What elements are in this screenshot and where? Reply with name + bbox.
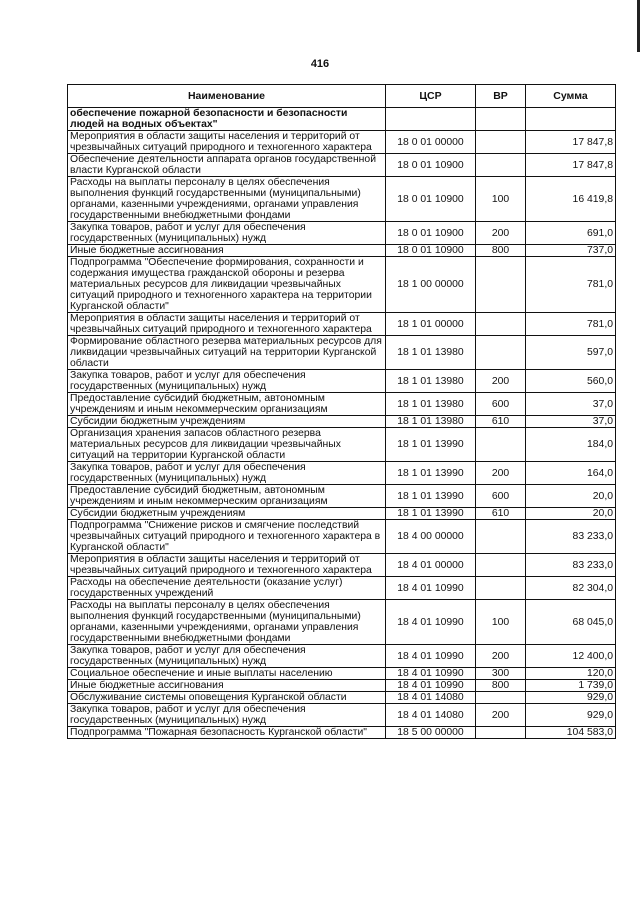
row-name: Закупка товаров, работ и услуг для обеспечения государственных (муниципальных) нужд	[68, 462, 386, 485]
row-name: Обеспечение деятельности аппарата органов государственной власти Курганской области	[68, 154, 386, 177]
table-row	[68, 313, 616, 336]
row-csr: 18 1 01 13980	[386, 336, 476, 370]
row-name: Иные бюджетные ассигнования	[68, 245, 386, 257]
row-vr	[476, 428, 526, 462]
row-sum: 37,0	[526, 393, 616, 416]
row-sum: 82 304,0	[526, 577, 616, 600]
row-csr: 18 0 01 10900	[386, 245, 476, 257]
row-csr: 18 1 01 13990	[386, 508, 476, 520]
row-sum: 104 583,0	[526, 727, 616, 739]
row-name: Иные бюджетные ассигнования	[68, 680, 386, 692]
row-name: Закупка товаров, работ и услуг для обеспечения государственных (муниципальных) нужд	[68, 370, 386, 393]
row-sum: 83 233,0	[526, 520, 616, 554]
row-csr: 18 1 01 13990	[386, 485, 476, 508]
row-csr: 18 1 00 00000	[386, 257, 476, 313]
row-sum: 83 233,0	[526, 554, 616, 577]
row-csr: 18 4 01 14080	[386, 704, 476, 727]
row-name: Подпрограмма "Обеспечение формирования, сохранности и содержания имущества гражданской обороны и резерва материальных ресурсов для ликвидации чрезвычайных ситуаций природного и техногенного характера на территории Курганской области"	[68, 257, 386, 313]
row-csr: 18 0 01 10900	[386, 177, 476, 222]
table-row	[68, 727, 616, 739]
row-vr: 100	[476, 177, 526, 222]
row-csr: 18 4 01 10990	[386, 668, 476, 680]
row-sum: 17 847,8	[526, 154, 616, 177]
row-csr	[386, 108, 476, 131]
row-name: Обслуживание системы оповещения Курганской области	[68, 692, 386, 704]
row-csr: 18 1 01 13980	[386, 416, 476, 428]
table-row	[68, 177, 616, 222]
table-row	[68, 154, 616, 177]
row-csr: 18 5 00 00000	[386, 727, 476, 739]
row-name: Расходы на обеспечение деятельности (оказание услуг) государственных учреждений	[68, 577, 386, 600]
header-name: Наименование	[68, 85, 386, 108]
row-csr: 18 1 01 00000	[386, 313, 476, 336]
row-name: Мероприятия в области защиты населения и территорий от чрезвычайных ситуаций природного и техногенного характера	[68, 554, 386, 577]
header-sum: Сумма	[526, 85, 616, 108]
row-sum: 120,0	[526, 668, 616, 680]
row-vr	[476, 336, 526, 370]
table-row	[68, 508, 616, 520]
table-row	[68, 485, 616, 508]
row-sum: 929,0	[526, 692, 616, 704]
table-row	[68, 462, 616, 485]
table-row	[68, 554, 616, 577]
row-name: Подпрограмма "Снижение рисков и смягчение последствий чрезвычайных ситуаций природного и техногенного характера в Курганской области"	[68, 520, 386, 554]
row-vr	[476, 727, 526, 739]
row-vr	[476, 313, 526, 336]
row-csr: 18 4 01 10990	[386, 577, 476, 600]
row-vr: 200	[476, 704, 526, 727]
row-sum: 37,0	[526, 416, 616, 428]
row-name: Расходы на выплаты персоналу в целях обеспечения выполнения функций государственными (муниципальными) органами, казенными учреждениями, органами управления государственными внебюджетными фондами	[68, 177, 386, 222]
row-name: Субсидии бюджетным учреждениям	[68, 416, 386, 428]
table-row	[68, 336, 616, 370]
row-sum: 164,0	[526, 462, 616, 485]
row-vr	[476, 257, 526, 313]
row-name: Мероприятия в области защиты населения и территорий от чрезвычайных ситуаций природного и техногенного характера	[68, 313, 386, 336]
row-sum: 737,0	[526, 245, 616, 257]
row-name: Расходы на выплаты персоналу в целях обеспечения выполнения функций государственными (муниципальными) органами, казенными учреждениями, органами управления государственными внебюджетными фондами	[68, 600, 386, 645]
row-csr: 18 0 01 00000	[386, 131, 476, 154]
row-sum	[526, 108, 616, 131]
row-vr: 200	[476, 645, 526, 668]
row-name: Закупка товаров, работ и услуг для обеспечения государственных (муниципальных) нужд	[68, 645, 386, 668]
page-number: 416	[310, 58, 330, 70]
row-sum: 781,0	[526, 257, 616, 313]
table-row	[68, 680, 616, 692]
row-sum: 12 400,0	[526, 645, 616, 668]
row-vr	[476, 108, 526, 131]
row-sum: 691,0	[526, 222, 616, 245]
row-name: Закупка товаров, работ и услуг для обеспечения государственных (муниципальных) нужд	[68, 222, 386, 245]
row-vr	[476, 577, 526, 600]
table-row	[68, 416, 616, 428]
row-name: Субсидии бюджетным учреждениям	[68, 508, 386, 520]
row-vr: 800	[476, 245, 526, 257]
row-sum: 184,0	[526, 428, 616, 462]
row-csr: 18 4 01 10990	[386, 600, 476, 645]
row-vr: 610	[476, 416, 526, 428]
row-vr	[476, 520, 526, 554]
table-row	[68, 257, 616, 313]
row-vr	[476, 554, 526, 577]
table-row	[68, 370, 616, 393]
row-sum: 929,0	[526, 704, 616, 727]
row-vr: 100	[476, 600, 526, 645]
row-vr: 800	[476, 680, 526, 692]
table-row	[68, 245, 616, 257]
row-vr	[476, 154, 526, 177]
row-name: Социальное обеспечение и иные выплаты населению	[68, 668, 386, 680]
row-sum: 781,0	[526, 313, 616, 336]
row-vr: 610	[476, 508, 526, 520]
row-name: Предоставление субсидий бюджетным, автономным учреждениям и иным некоммерческим организациям	[68, 393, 386, 416]
row-vr: 600	[476, 393, 526, 416]
table-row	[68, 692, 616, 704]
row-sum: 597,0	[526, 336, 616, 370]
table-header-row	[68, 85, 616, 108]
row-sum: 17 847,8	[526, 131, 616, 154]
row-csr: 18 0 01 10900	[386, 154, 476, 177]
row-name: Закупка товаров, работ и услуг для обеспечения государственных (муниципальных) нужд	[68, 704, 386, 727]
row-vr: 300	[476, 668, 526, 680]
row-csr: 18 1 01 13990	[386, 462, 476, 485]
row-vr	[476, 692, 526, 704]
row-sum: 20,0	[526, 508, 616, 520]
row-sum: 20,0	[526, 485, 616, 508]
table-row	[68, 600, 616, 645]
table-row	[68, 577, 616, 600]
row-vr: 600	[476, 485, 526, 508]
table-row	[68, 393, 616, 416]
header-vr: ВР	[476, 85, 526, 108]
table-row	[68, 222, 616, 245]
row-name: обеспечение пожарной безопасности и безопасности людей на водных объектах"	[68, 108, 386, 131]
header-csr: ЦСР	[386, 85, 476, 108]
row-csr: 18 0 01 10900	[386, 222, 476, 245]
row-sum: 560,0	[526, 370, 616, 393]
row-name: Организация хранения запасов областного резерва материальных ресурсов для ликвидации чрезвычайных ситуаций на территории Курганской области	[68, 428, 386, 462]
row-csr: 18 4 01 14080	[386, 692, 476, 704]
row-name: Предоставление субсидий бюджетным, автономным учреждениям и иным некоммерческим организациям	[68, 485, 386, 508]
row-sum: 1 739,0	[526, 680, 616, 692]
table-row	[68, 428, 616, 462]
row-csr: 18 4 01 10990	[386, 680, 476, 692]
row-sum: 16 419,8	[526, 177, 616, 222]
row-vr	[476, 131, 526, 154]
row-csr: 18 4 00 00000	[386, 520, 476, 554]
row-csr: 18 1 01 13990	[386, 428, 476, 462]
budget-table	[67, 84, 616, 739]
table-row	[68, 520, 616, 554]
row-vr: 200	[476, 370, 526, 393]
row-csr: 18 4 01 10990	[386, 645, 476, 668]
row-name: Формирование областного резерва материальных ресурсов для ликвидации чрезвычайных ситуаций на территории Курганской области	[68, 336, 386, 370]
row-csr: 18 1 01 13980	[386, 393, 476, 416]
row-sum: 68 045,0	[526, 600, 616, 645]
row-vr: 200	[476, 462, 526, 485]
table-row	[68, 645, 616, 668]
table-row	[68, 108, 616, 131]
row-csr: 18 4 01 00000	[386, 554, 476, 577]
row-name: Мероприятия в области защиты населения и территорий от чрезвычайных ситуаций природного и техногенного характера	[68, 131, 386, 154]
row-name: Подпрограмма "Пожарная безопасность Курганской области"	[68, 727, 386, 739]
row-csr: 18 1 01 13980	[386, 370, 476, 393]
table-row	[68, 131, 616, 154]
row-vr: 200	[476, 222, 526, 245]
table-row	[68, 668, 616, 680]
table-row	[68, 704, 616, 727]
